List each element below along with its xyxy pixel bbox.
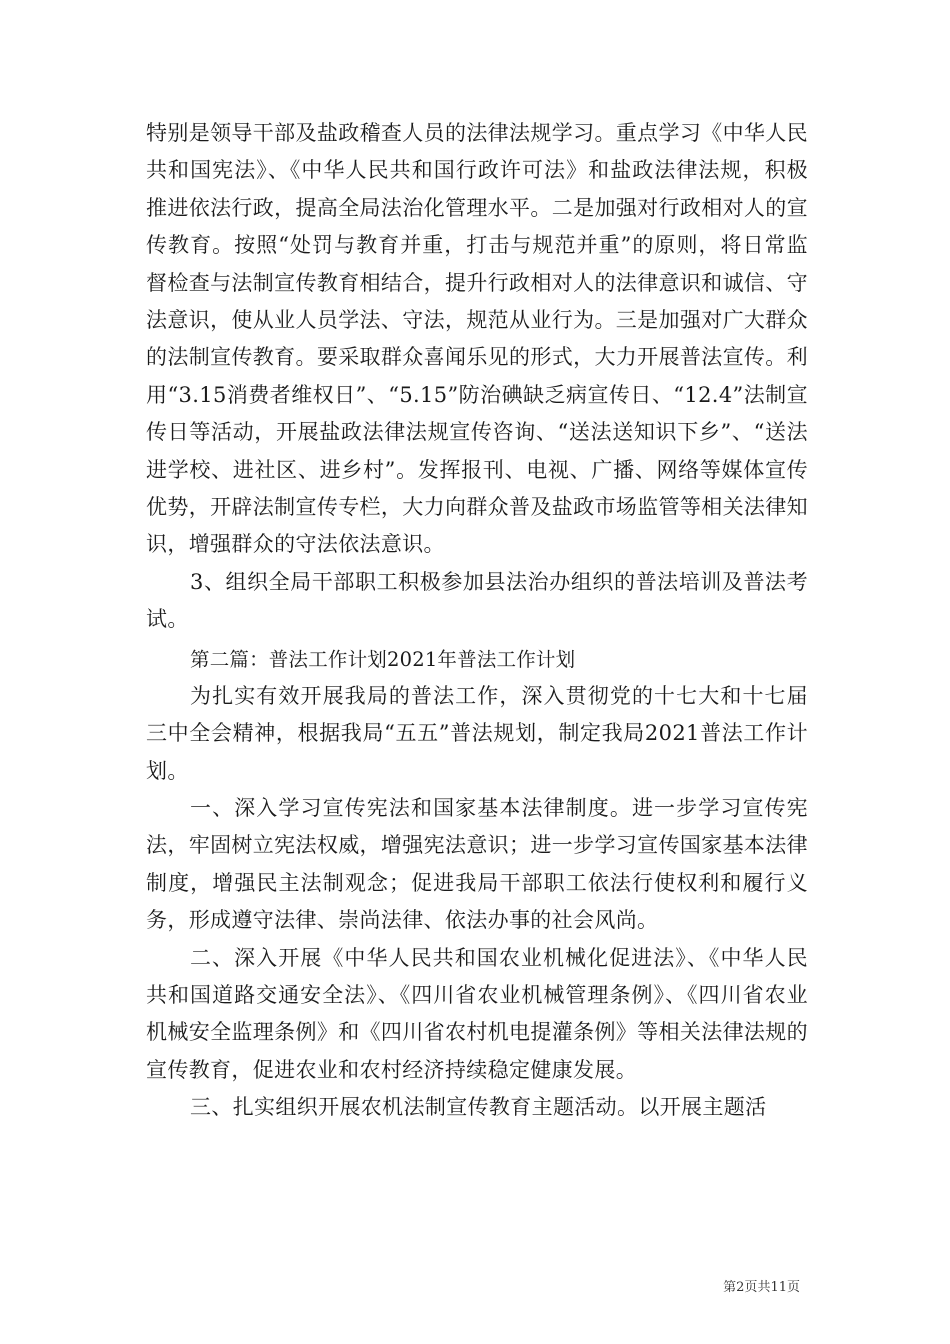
paragraph-item-3: 3、组织全局干部职工积极参加县法治办组织的普法培训及普法考试。 xyxy=(146,569,808,632)
paragraph-point-3: 三、扎实组织开展农机法制宣传教育主题活动。以开展主题活 xyxy=(190,1095,767,1120)
document-body xyxy=(146,115,808,1127)
section-heading: 第二篇：普法工作计划2021年普法工作计划 xyxy=(190,647,576,671)
paragraph-intro: 为扎实有效开展我局的普法工作，深入贯彻党的十七大和十七届三中全会精神，根据我局“五五”普法规划，制定我局2021普法工作计划。 xyxy=(146,683,808,783)
paragraph-point-2: 二、深入开展《中华人民共和国农业机械化促进法》、《中华人民共和国道路交通安全法》、《四川省农业机械管理条例》、《四川省农业机械安全监理条例》和《四川省农村机电提灌条例》等相关法律法规的宣传教育，促进农业和农村经济持续稳定健康发展。 xyxy=(146,945,808,1082)
paragraph-point-1: 一、深入学习宣传宪法和国家基本法律制度。进一步学习宣传宪法，牢固树立宪法权威，增强宪法意识；进一步学习宣传国家基本法律制度，增强民主法制观念；促进我局干部职工依法行使权利和履行义务，形成遵守法律、崇尚法律、依法办事的社会风尚。 xyxy=(146,795,808,933)
page-number-footer: 第2页共11页 xyxy=(723,1280,800,1295)
paragraph-continuation: 特别是领导干部及盐政稽查人员的法律法规学习。重点学习《中华人民共和国宪法》、《中华人民共和国行政许可法》和盐政法律法规，积极推进依法行政，提高全局法治化管理水平。二是加强对行政相对人的宣传教育。按照“处罚与教育并重，打击与规范并重”的原则，将日常监督检查与法制宣传教育相结合，提升行政相对人的法律意识和诚信、守法意识，使从业人员学法、守法，规范从业行为。三是加强对广大群众的法制宣传教育。要采取群众喜闻乐见的形式，大力开展普法宣传。利用“3.15消费者维权日”、“5.15”防治碘缺乏病宣传日、“12.4”法制宣传日等活动，开展盐政法律法规宣传咨询、“送法送知识下乡”、“送法进学校、进社区、进乡村”。发挥报刊、电视、广播、网络等媒体宣传优势，开辟法制宣传专栏，大力向群众普及盐政市场监管等相关法律知识，增强群众的守法依法意识。 xyxy=(146,121,808,557)
